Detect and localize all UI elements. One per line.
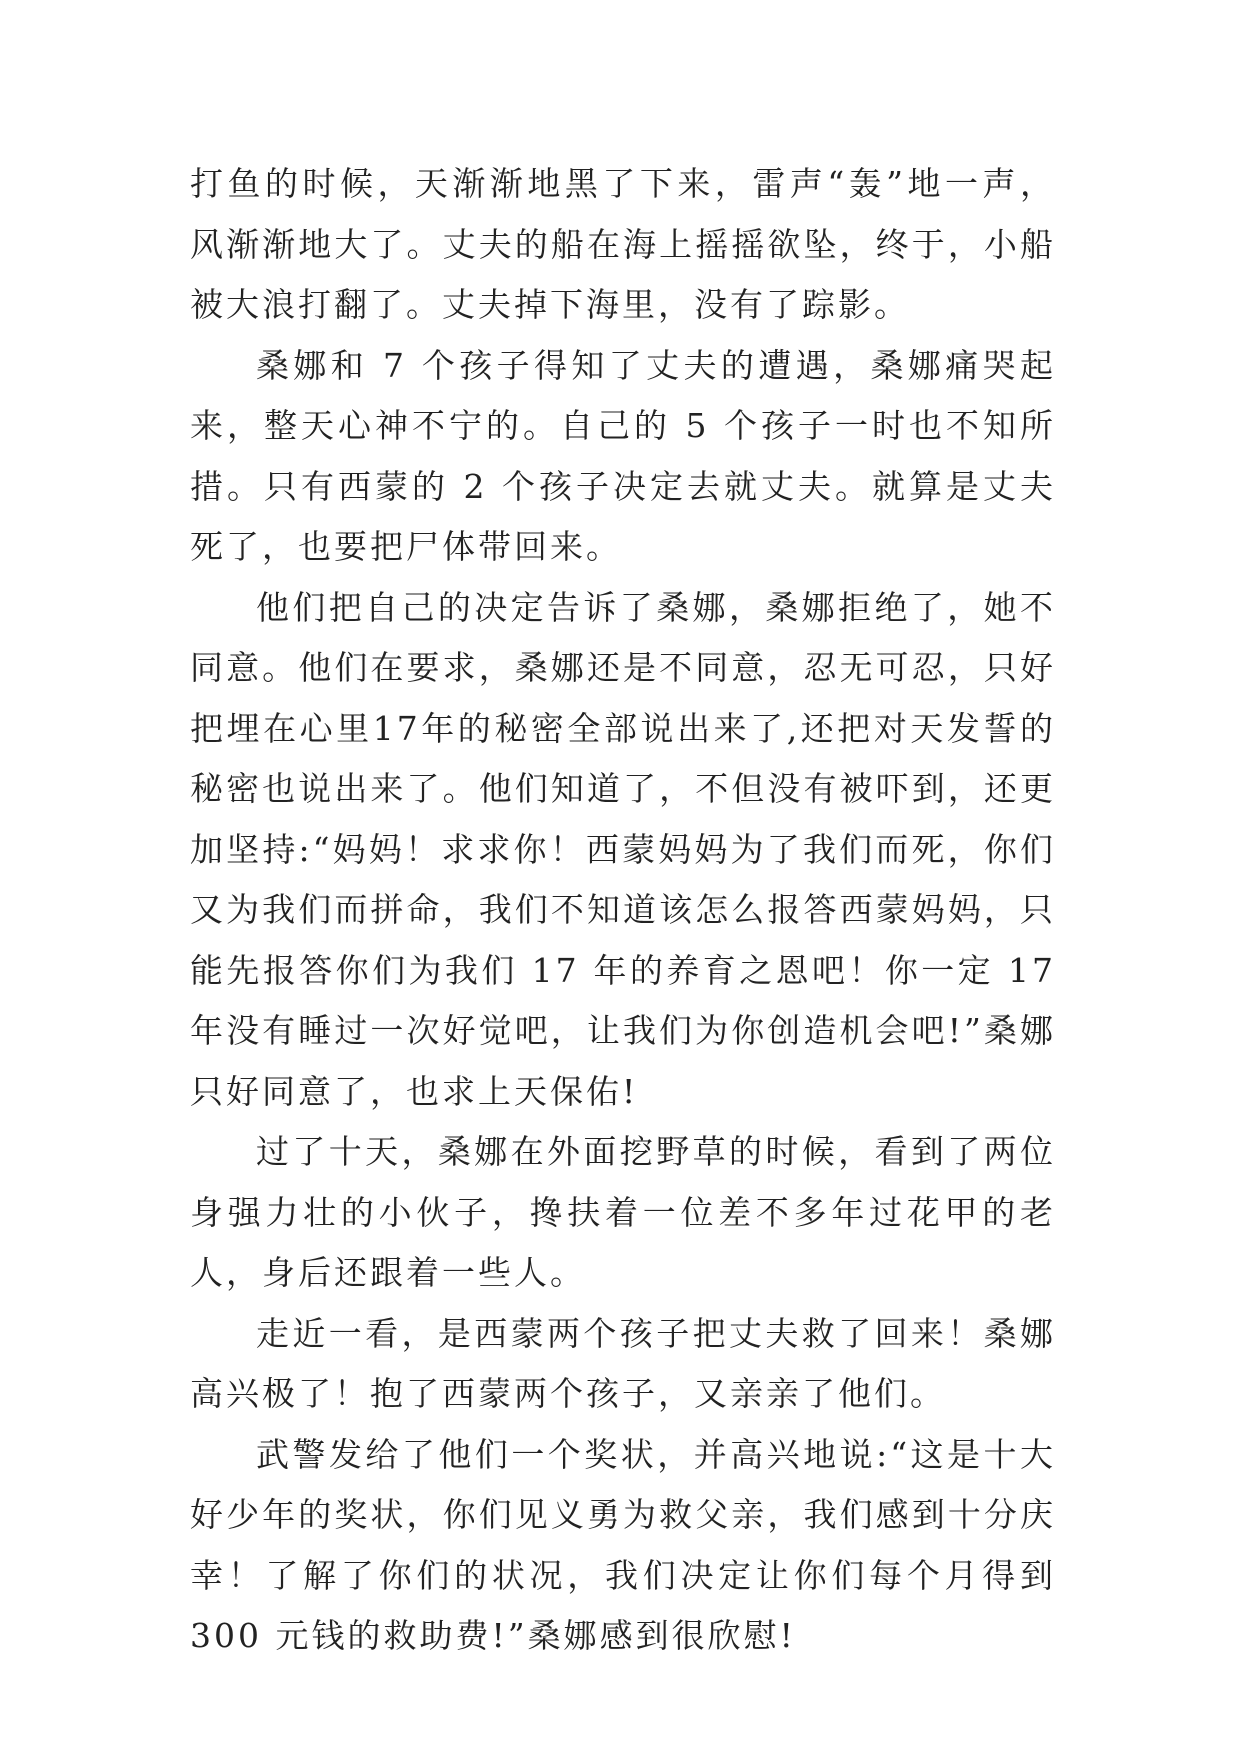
document-body [190,154,1056,1667]
paragraph-2: 桑娜和 7 个孩子得知了丈夫的遭遇，桑娜痛哭起来，整天心神不宁的。自己的 5 个孩子一时也不知所措。只有西蒙的 2 个孩子决定去就丈夫。就算是丈夫死了，也要把尸体带回来。 [190,345,1056,566]
paragraph-3: 他们把自己的决定告诉了桑娜，桑娜拒绝了，她不同意。他们在要求，桑娜还是不同意，忍无可忍，只好把埋在心里17年的秘密全部说出来了,还把对天发誓的秘密也说出来了。他们知道了，不但没有被吓到，还更加坚持:“妈妈！求求你！西蒙妈妈为了我们而死，你们又为我们而拼命，我们不知道该怎么报答西蒙妈妈，只能先报答你们为我们 17 年的养育之恩吧！你一定 17 年没有睡过一次好觉吧，让我们为你创造机会吧!”桑娜只好同意了，也求上天保佑! [190,587,1056,1111]
paragraph-6: 武警发给了他们一个奖状，并高兴地说:“这是十大好少年的奖状，你们见义勇为救父亲，我们感到十分庆幸！了解了你们的状况，我们决定让你们每个月得到 300 元钱的救助费!”桑娜感到很欣慰! [190,1434,1056,1655]
paragraph-5: 走近一看，是西蒙两个孩子把丈夫救了回来！桑娜高兴极了！抱了西蒙两个孩子，又亲亲了他们。 [190,1313,1056,1413]
paragraph-4: 过了十天，桑娜在外面挖野草的时候，看到了两位身强力壮的小伙子，搀扶着一位差不多年过花甲的老人，身后还跟着一些人。 [190,1132,1056,1292]
paragraph-1: 打鱼的时候，天渐渐地黑了下来，雷声“轰”地一声，风渐渐地大了。丈夫的船在海上摇摇欲坠，终于，小船被大浪打翻了。丈夫掉下海里，没有了踪影。 [190,164,1056,324]
